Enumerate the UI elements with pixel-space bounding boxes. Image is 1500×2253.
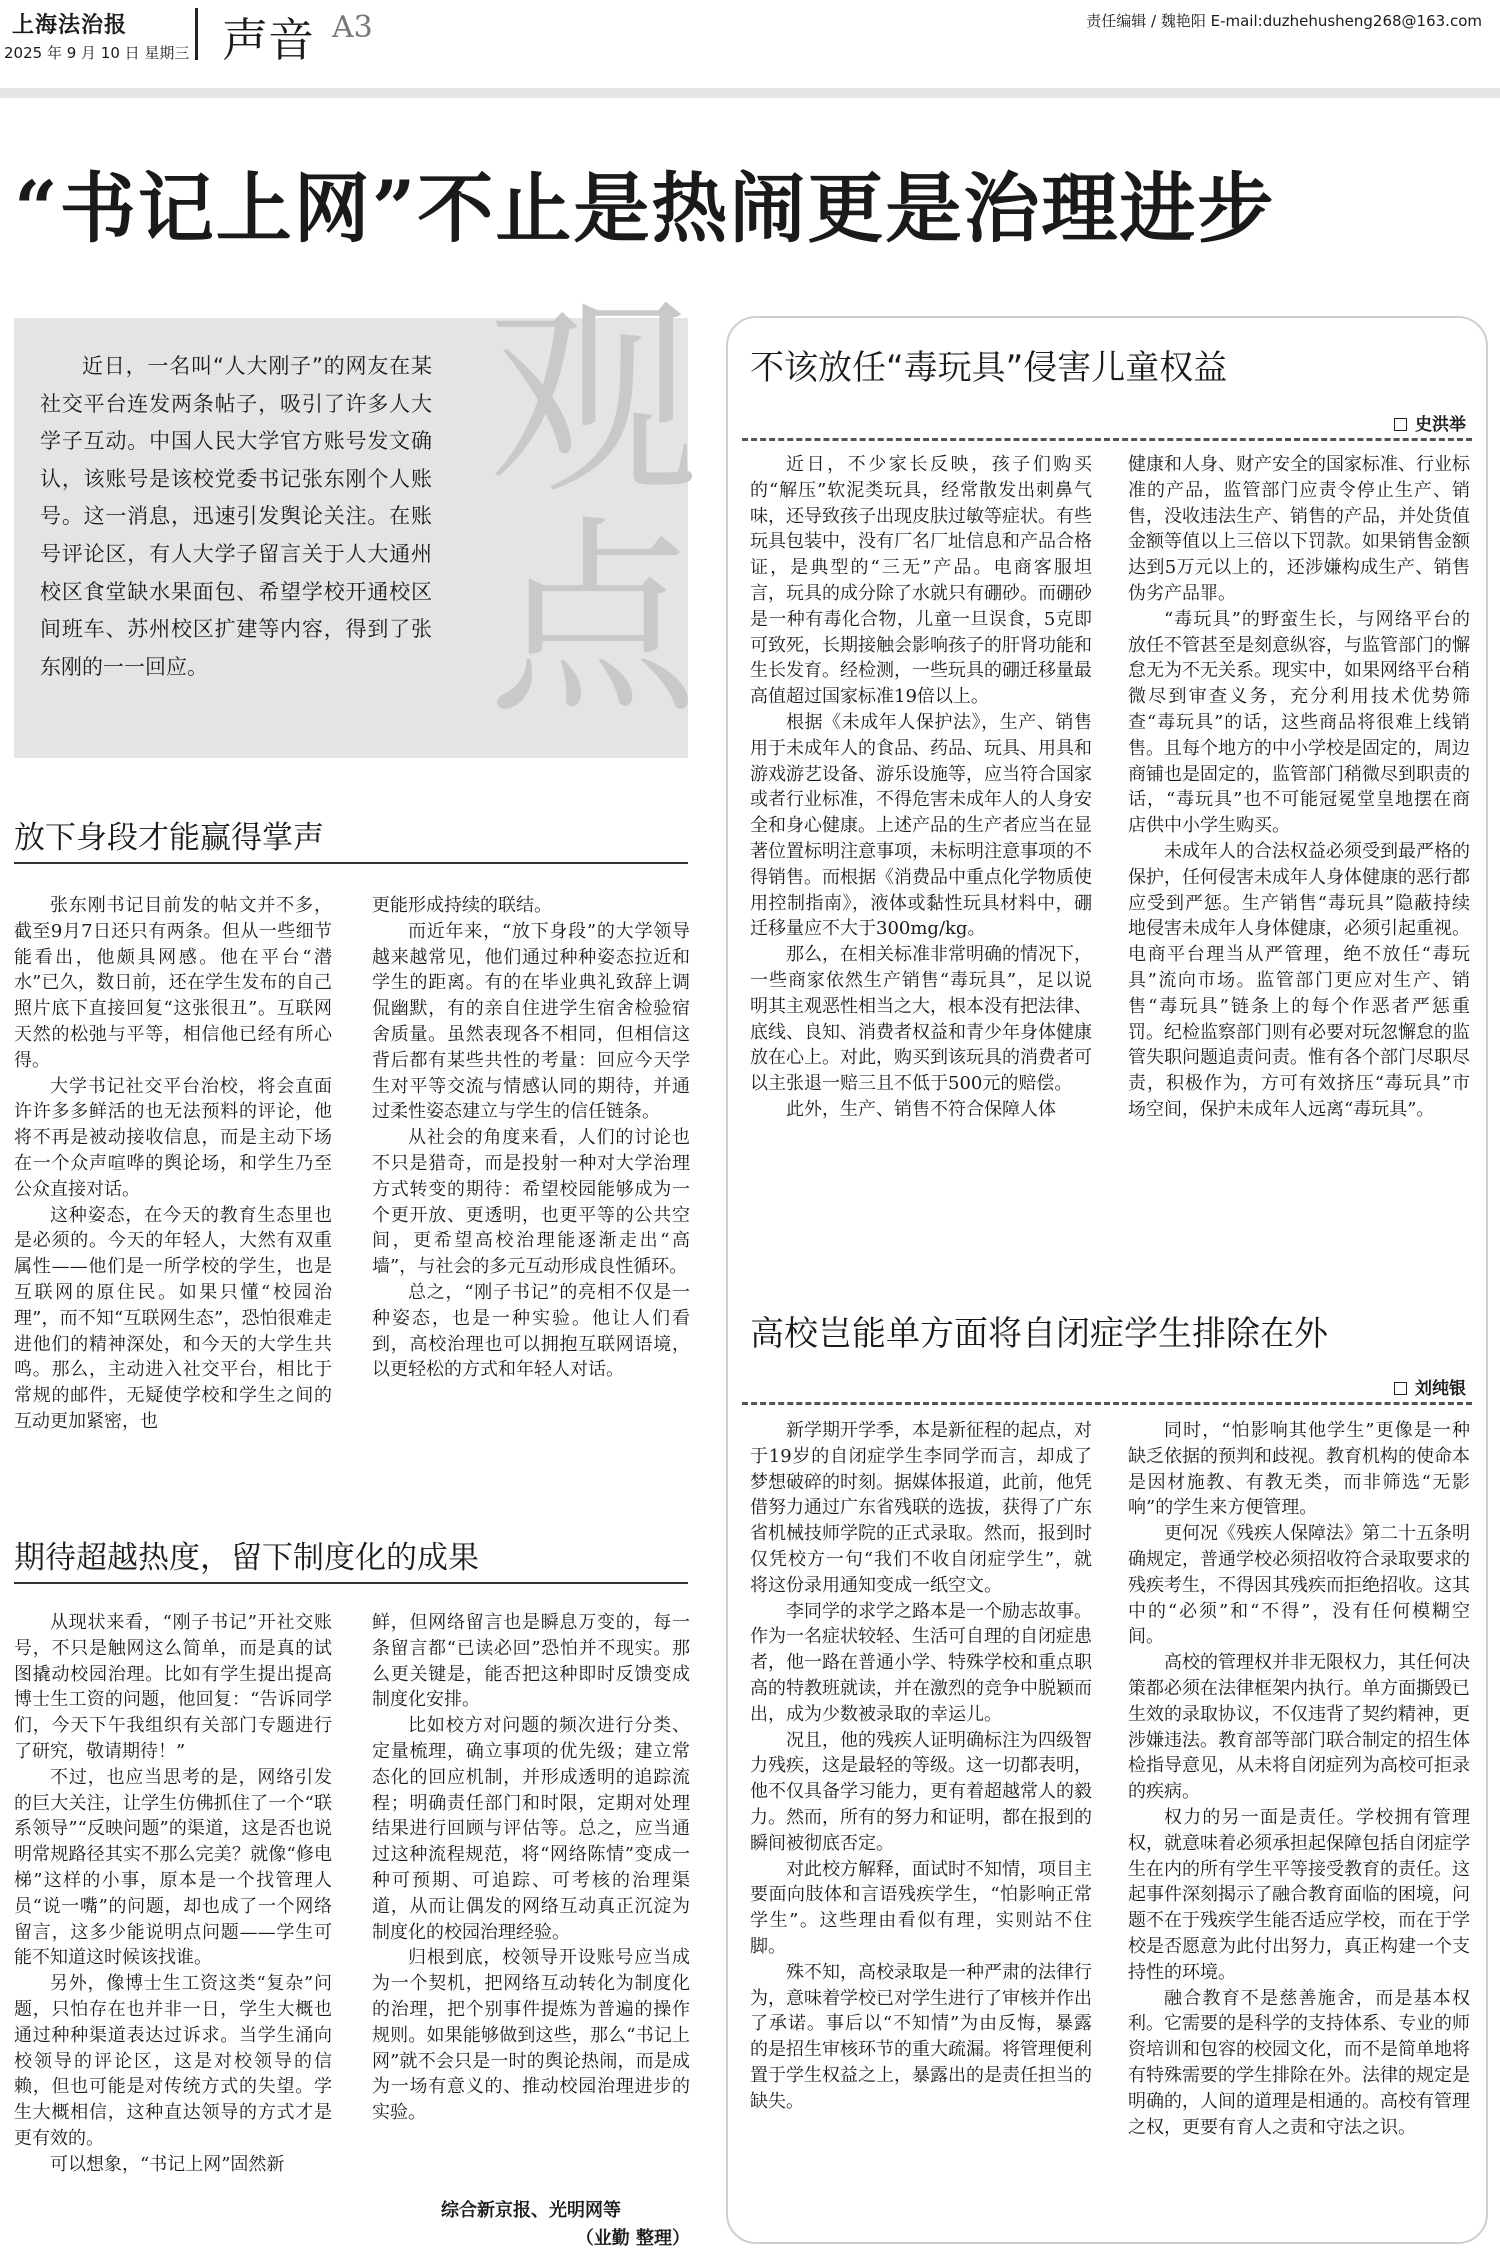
watermark-guandian: 观点 <box>453 288 698 728</box>
paragraph: 而近年来，“放下身段”的大学领导越来越常见，他们通过种种姿态拉近和学生的距离。有的在毕业典礼致辞上调侃幽默，有的亲自住进学生宿舍检验宿舍质量。虽然表现各不相同，但相信这背后都有某些共性的考量：回应今天学生对平等交流与情感认同的期待，并通过柔性姿态建立与学生的信任链条。 <box>372 920 690 1123</box>
paragraph: 从现状来看，“刚子书记”开社交账号，不只是触网这么简单，而是真的试图撬动校园治理。比如有学生提出提高博士生工资的问题，他回复：“告诉同学们，今天下午我组织有关部门专题进行了研究，敬请期待！” <box>14 1612 332 1762</box>
paragraph: 更何况《残疾人保障法》第二十五条明确规定，普通学校必须招收符合录取要求的残疾考生，不得因其残疾而拒绝招收。这其中的“必须”和“不得”，没有任何模糊空间。 <box>1128 1523 1470 1648</box>
article2-title: 期待超越热度，留下制度化的成果 <box>14 1540 479 1576</box>
paragraph: 可以想象，“书记上网”固然新 <box>50 2153 285 2175</box>
author-box-icon <box>1394 418 1407 431</box>
paragraph: 比如校方对问题的频次进行分类、定量梳理，确立事项的优先级；建立常态化的回应机制，并形成透明的追踪流程；明确责任部门和时限，定期对处理结果进行回顾与评估等。总之，应当通过这种流程规范，将“网络陈情”变成一种可预期、可追踪、可考核的治理渠道，从而让偶发的网络互动真正沉淀为制度化的校园治理经验。 <box>372 1715 690 1943</box>
paragraph: 对此校方解释，面试时不知情，项目主要面向肢体和言语残疾学生，“怕影响正常学生”。这些理由看似有理，实则站不住脚。 <box>750 1858 1092 1957</box>
masthead-bar <box>0 88 1500 98</box>
paragraph: 张东刚书记目前发的帖文并不多，截至9月7日还只有两条。但从一些细节能看出，他颇具网感。他在平台“潜水”已久，数日前，还在学生发布的自己照片底下直接回复“这张很丑”。互联网天然的松弛与平等，相信他已经有所心得。 <box>14 895 332 1071</box>
masthead-date: 2025 年 9 月 10 日 星期三 <box>4 44 190 62</box>
paragraph: 鲜，但网络留言也是瞬息万变的，每一条留言都“已读必回”恐怕并不现实。那么更关键是，能否把这种即时反馈变成制度化安排。 <box>372 1612 690 1711</box>
article3-author: 史洪举 <box>1415 415 1466 435</box>
paragraph: 新学期开学季，本是新征程的起点，对于19岁的自闭症学生李同学而言，却成了梦想破碎的时刻。据媒体报道，此前，他凭借努力通过广东省残联的选拔，获得了广东省机械技师学院的正式录取。然而，报到时仅凭校方一句“我们不收自闭症学生”，就将这份录用通知变成一纸空文。 <box>750 1420 1092 1596</box>
page-headline: “书记上网”不止是热闹更是治理进步 <box>14 164 1276 253</box>
paragraph: 权力的另一面是责任。学校拥有管理权，就意味着必须承担起保障包括自闭症学生在内的所有学生平等接受教育的责任。这起事件深刻揭示了融合教育面临的困境，问题不在于残疾学生能否适应学校，而在于学校是否愿意为此付出努力，真正构建一个支持性的环境。 <box>1128 1806 1470 1983</box>
article2-col1 <box>14 1610 332 2246</box>
article4-rule <box>742 1402 1472 1405</box>
article4-author: 刘纯银 <box>1415 1379 1466 1399</box>
article4-col1 <box>750 1418 1092 2230</box>
paragraph: 同时，“怕影响其他学生”更像是一种缺乏依据的预判和歧视。教育机构的使命本是因材施教、有教无类，而非筛选“无影响”的学生来方便管理。 <box>1128 1420 1470 1519</box>
article3-rule <box>742 438 1472 441</box>
article3-title: 不该放任“毒玩具”侵害儿童权益 <box>750 348 1228 388</box>
article3-col1 <box>750 452 1092 1252</box>
article4-author-line <box>1394 1374 1466 1399</box>
article3-author-line <box>1394 410 1466 435</box>
article1-col1 <box>14 893 332 1483</box>
editor-line: 责任编辑 / 魏艳阳 E-mail:duzhehusheng268@163.com <box>1086 12 1482 30</box>
paragraph: 未成年人的合法权益必须受到最严格的保护，任何侵害未成年人身体健康的恶行都应受到严惩。生产销售“毒玩具”隐蔽持续地侵害未成年人身体健康，必须引起重视。电商平台理当从严管理，绝不放任“毒玩具”流向市场。监管部门更应对生产、销售“毒玩具”链条上的每个作恶者严惩重罚。纪检监察部门则有必要对玩忽懈怠的监管失职问题追责问责。惟有各个部门尽职尽责，积极作为，方可有效挤压“毒玩具”市场空间，保护未成年人远离“毒玩具”。 <box>1128 840 1470 1120</box>
masthead-divider <box>195 8 198 60</box>
paragraph: 殊不知，高校录取是一种严肃的法律行为，意味着学校已对学生进行了审核并作出了承诺。事后以“不知情”为由反悔，暴露的是招生审核环节的重大疏漏。将管理便利置于学生权益之上，暴露出的是责任担当的缺失。 <box>750 1961 1092 2112</box>
paragraph: 更能形成持续的联结。 <box>372 895 552 916</box>
paragraph: 此外，生产、销售不符合保障人体 <box>786 1098 1056 1120</box>
page-number: A3 <box>332 10 373 45</box>
paragraph: 李同学的求学之路本是一个励志故事。作为一名症状较轻、生活可自理的自闭症患者，他一路在普通小学、特殊学校和重点职高的特教班就读，并在激烈的竞争中脱颖而出，成为少数被录取的幸运儿。 <box>750 1600 1092 1725</box>
article4-col2 <box>1128 1418 1470 2230</box>
article2-rule <box>14 1582 688 1584</box>
paragraph: 根据《未成年人保护法》，生产、销售用于未成年人的食品、药品、玩具、用具和游戏游艺设备、游乐设施等，应当符合国家或者行业标准，不得危害未成年人的人身安全和身心健康。上述产品的生产者应当在显著位置标明注意事项，未标明注意事项的不得销售。而根据《消费品中重点化学物质使用控制指南》，液体或黏性玩具材料中，硼迁移量应不大于300mg/kg。 <box>750 711 1092 940</box>
paragraph: 总之，“刚子书记”的亮相不仅是一种姿态，也是一种实验。他让人们看到，高校治理也可以拥抱互联网语境，以更轻松的方式和年轻人对话。 <box>372 1281 690 1381</box>
article4-title: 高校岂能单方面将自闭症学生排除在外 <box>750 1314 1328 1354</box>
section-name: 声音 <box>222 13 314 67</box>
masthead-logo: 上海法治报 <box>12 12 128 38</box>
article2-editor-credit: （业勤 整理） <box>575 2228 690 2249</box>
paragraph: 归根到底，校领导开设账号应当成为一个契机，把网络互动转化为制度化的治理，把个别事件提炼为普遍的操作规则。如果能够做到这些，那么“书记上网”就不会只是一时的舆论热闹，而是成为一场有意义的、推动校园治理进步的实验。 <box>372 1947 690 2124</box>
paragraph: 融合教育不是慈善施舍，而是基本权利。它需要的是科学的支持体系、专业的师资培训和包容的校园文化，而不是简单地将有特殊需要的学生排除在外。法律的规定是明确的，人间的道理是相通的。高校有管理之权，更要有育人之责和守法之识。 <box>1128 1987 1470 2138</box>
paragraph: “毒玩具”的野蛮生长，与网络平台的放任不管甚至是刻意纵容，与监管部门的懈怠无为不无关系。现实中，如果网络平台稍微尽到审查义务，充分利用技术优势筛查“毒玩具”的话，这些商品将很难上线销售。且每个地方的中小学校是固定的，周边商铺也是固定的，监管部门稍微尽到职责的话，“毒玩具”也不可能冠冕堂皇地摆在商店供中小学生购买。 <box>1128 608 1470 837</box>
intro-text: 近日，一名叫“人大刚子”的网友在某社交平台连发两条帖子，吸引了许多人大学子互动。中国人民大学官方账号发文确认，该账号是该校党委书记张东刚个人账号。这一消息，迅速引发舆论关注。在账号评论区，有人大学子留言关于人大通州校区食堂缺水果面包、希望学校开通校区间班车、苏州校区扩建等内容，得到了张东刚的一一回应。 <box>40 354 432 679</box>
paragraph: 这种姿态，在今天的教育生态里也是必须的。今天的年轻人，大然有双重属性——他们是一所学校的学生，也是互联网的原住民。如果只懂“校园治理”，而不知“互联网生态”，恐怕很难走进他们的精神深处，和今天的大学生共鸣。那么，主动进入社交平台，相比于常规的邮件，无疑使学校和学生之间的互动更加紧密，也 <box>14 1204 332 1432</box>
paragraph: 不过，也应当思考的是，网络引发的巨大关注，让学生仿佛抓住了一个“联系领导”“反映问题”的渠道，这是否也说明常规路径其实不那么完美？就像“修电梯”这样的小事，原本是一个找管理人员“说一嘴”的问题，却也成了一个网络留言，这多少能说明点问题——学生可能不知道这时候该找谁。 <box>14 1766 332 1969</box>
paragraph: 另外，像博士生工资这类“复杂”问题，只怕存在也并非一日，学生大概也通过种种渠道表达过诉求。当学生涌向校领导的评论区，这是对校领导的信赖，但也可能是对传统方式的失望。学生大概相信，这种直达领导的方式才是更有效的。 <box>14 1973 332 2149</box>
paragraph: 从社会的角度来看，人们的讨论也不只是猎奇，而是投射一种对大学治理方式转变的期待：希望校园能够成为一个更开放、更透明，也更平等的公共空间，更希望高校治理能逐渐走出“高墙”，与社会的多元互动形成良性循环。 <box>372 1127 690 1278</box>
paragraph: 那么，在相关标准非常明确的情况下，一些商家依然生产销售“毒玩具”，足以说明其主观恶性相当之大，根本没有把法律、底线、良知、消费者权益和青少年身体健康放在心上。对此，购买到该玩具的消费者可以主张退一赔三且不低于500元的赔偿。 <box>750 944 1092 1095</box>
paragraph: 况且，他的残疾人证明确标注为四级智力残疾，这是最轻的等级。这一切都表明，他不仅具备学习能力，更有着超越常人的毅力。然而，所有的努力和证明，都在报到的瞬间被彻底否定。 <box>750 1729 1092 1854</box>
article2-col2 <box>372 1610 690 2190</box>
article3-col2 <box>1128 452 1470 1252</box>
paragraph: 近日，不少家长反映，孩子们购买的“解压”软泥类玩具，经常散发出刺鼻气味，还导致孩子出现皮肤过敏等症状。有些玩具包装中，没有厂名厂址信息和产品合格证，是典型的“三无”产品。电商客服坦言，玩具的成分除了水就只有硼砂。而硼砂是一种有毒化合物，儿童一旦误食，5克即可致死，长期接触会影响孩子的肝肾功能和生长发育。经检测，一些玩具的硼迁移量最高值超过国家标准19倍以上。 <box>750 454 1092 708</box>
author-box-icon <box>1394 1382 1407 1395</box>
article2-credit: 综合新京报、光明网等 <box>441 2200 621 2221</box>
paragraph: 高校的管理权并非无限权力，其任何决策都必须在法律框架内执行。单方面撕毁已生效的录取协议，不仅违背了契约精神，更涉嫌违法。教育部等部门联合制定的招生体检指导意见，从未将自闭症列为高校可拒录的疾病。 <box>1128 1652 1470 1803</box>
article1-col2 <box>372 893 690 1483</box>
paragraph: 大学书记社交平台治校，将会直面许许多多鲜活的也无法预料的评论，他将不再是被动接收信息，而是主动下场在一个众声喧哗的舆论场，和学生乃至公众直接对话。 <box>14 1075 332 1200</box>
paragraph: 健康和人身、财产安全的国家标准、行业标准的产品，监管部门应责令停止生产、销售，没收违法生产、销售的产品，并处货值金额等值以上三倍以下罚款。如果销售金额达到5万元以上的，还涉嫌构成生产、销售伪劣产品罪。 <box>1128 454 1470 604</box>
article1-rule <box>14 862 688 864</box>
article1-title: 放下身段才能赢得掌声 <box>14 820 324 856</box>
